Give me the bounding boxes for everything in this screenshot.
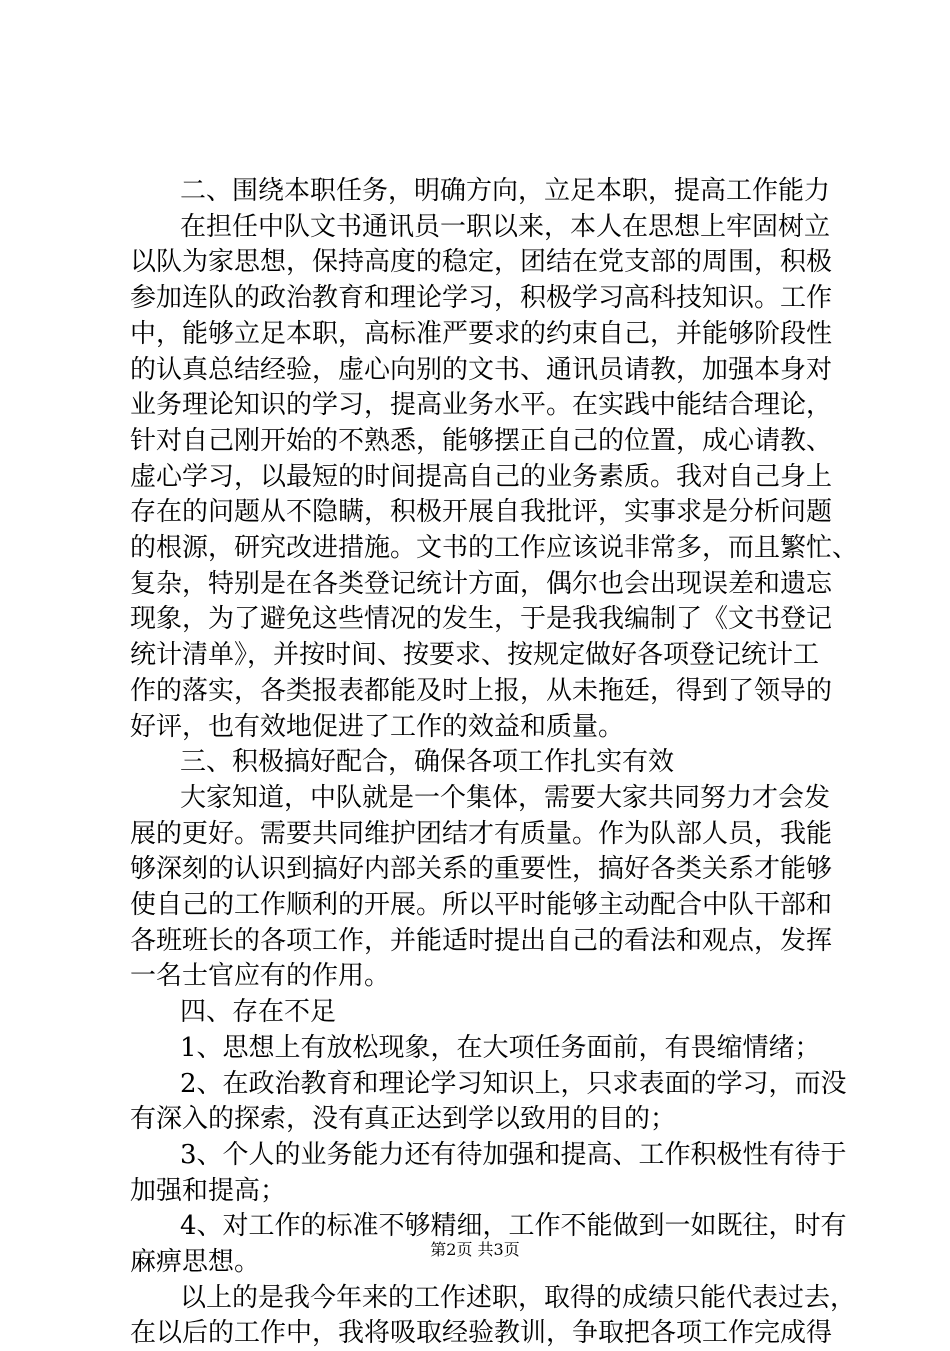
text-line: 中，能够立足本职，高标准严要求的约束自己，并能够阶段性 bbox=[130, 319, 833, 349]
text-line: 麻痹思想。 bbox=[130, 1247, 261, 1277]
text-line: 好评，也有效地促进了工作的效益和质量。 bbox=[130, 712, 625, 742]
text-line: 的认真总结经验，虚心向别的文书、通讯员请教，加强本身对 bbox=[130, 355, 833, 385]
text-line: 以上的是我今年来的工作述职，取得的成绩只能代表过去， bbox=[180, 1283, 857, 1313]
text-line: 一名士官应有的作用。 bbox=[130, 961, 391, 991]
list-item: 3、个人的业务能力还有待加强和提高、工作积极性有待于 bbox=[180, 1140, 847, 1170]
page-number-footer: 第2页 共3页 bbox=[430, 1240, 520, 1259]
text-line: 作的落实，各类报表都能及时上报，从未拖廷，得到了领导的 bbox=[130, 676, 833, 706]
text-line: 虚心学习，以最短的时间提高自己的业务素质。我对自己身上 bbox=[130, 462, 833, 492]
list-item: 1、思想上有放松现象，在大项任务面前，有畏缩情绪； bbox=[180, 1033, 821, 1063]
list-item: 4、对工作的标准不够精细，工作不能做到一如既往，时有 bbox=[180, 1211, 847, 1241]
text-line: 业务理论知识的学习，提高业务水平。在实践中能结合理论， bbox=[130, 390, 833, 420]
text-line: 复杂，特别是在各类登记统计方面，偶尔也会出现误差和遗忘 bbox=[130, 569, 833, 599]
text-line: 有深入的探索，没有真正达到学以致用的目的； bbox=[130, 1104, 677, 1134]
text-line: 加强和提高； bbox=[130, 1176, 287, 1206]
text-line: 在以后的工作中，我将吸取经验教训，争取把各项工作完成得 bbox=[130, 1318, 833, 1348]
text-line: 使自己的工作顺利的开展。所以平时能够主动配合中队干部和 bbox=[130, 890, 833, 920]
text-line: 存在的问题从不隐瞒，积极开展自我批评，实事求是分析问题 bbox=[130, 497, 833, 527]
text-line: 展的更好。需要共同维护团结才有质量。作为队部人员，我能 bbox=[130, 819, 833, 849]
list-item: 2、在政治教育和理论学习知识上，只求表面的学习，而没 bbox=[180, 1069, 847, 1099]
text-line: 以队为家思想，保持高度的稳定，团结在党支部的周围，积极 bbox=[130, 247, 833, 277]
text-line: 统计清单》，并按时间、按要求、按规定做好各项登记统计工 bbox=[130, 640, 820, 670]
text-line: 各班班长的各项工作，并能适时提出自己的看法和观点，发挥 bbox=[130, 926, 833, 956]
text-line: 现象，为了避免这些情况的发生，于是我我编制了《文书登记 bbox=[130, 604, 833, 634]
text-line: 的根源，研究改进措施。文书的工作应该说非常多，而且繁忙、 bbox=[130, 533, 859, 563]
section-heading: 四、存在不足 bbox=[180, 997, 337, 1027]
text-line: 在担任中队文书通讯员一职以来，本人在思想上牢固树立 bbox=[180, 212, 831, 242]
text-line: 针对自己刚开始的不熟悉，能够摆正自己的位置，成心请教、 bbox=[130, 426, 833, 456]
section-heading: 二、围绕本职任务，明确方向，立足本职，提高工作能力 bbox=[180, 176, 831, 206]
text-line: 参加连队的政治教育和理论学习，积极学习高科技知识。工作 bbox=[130, 283, 833, 313]
text-line: 够深刻的认识到搞好内部关系的重要性，搞好各类关系才能够 bbox=[130, 854, 833, 884]
text-line: 大家知道，中队就是一个集体，需要大家共同努力才会发 bbox=[180, 783, 831, 813]
section-heading: 三、积极搞好配合，确保各项工作扎实有效 bbox=[180, 747, 675, 777]
